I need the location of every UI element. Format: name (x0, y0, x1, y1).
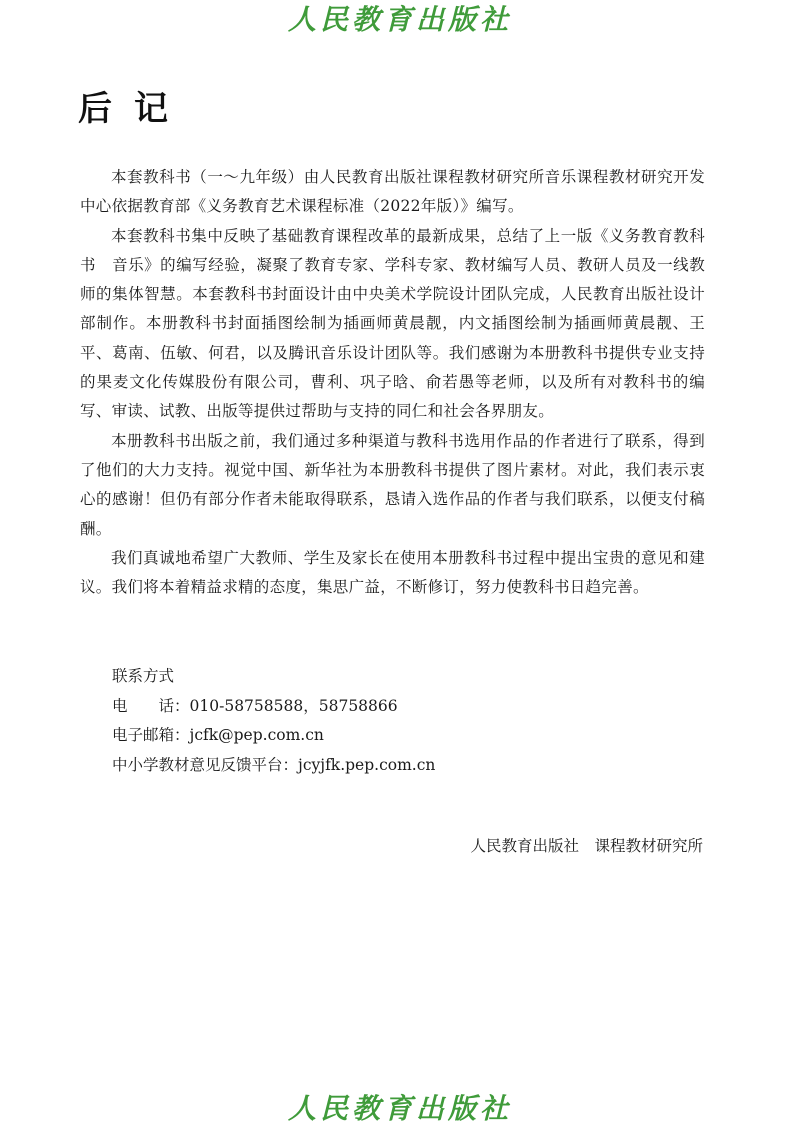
afterword-body (80, 163, 705, 602)
email-link[interactable]: jcfk@pep.com.cn (189, 726, 324, 744)
contact-heading: 联系方式 (112, 667, 175, 685)
publisher-logo-top: 人民教育出版社 (287, 3, 512, 36)
contact-email (112, 721, 435, 751)
feedback-label: 中小学教材意见反馈平台： (112, 755, 299, 774)
paragraph-1: 本套教科书（一～九年级）由人民教育出版社课程教材研究所音乐课程教材研究开发中心依据教育部《义务教育艺术课程标准（2022年版）》编写。 (80, 168, 705, 216)
publisher-logo-bottom: 人民教育出版社 (287, 1092, 512, 1125)
phone-value: 010-58758588，58758866 (189, 696, 398, 715)
contact-phone (112, 692, 435, 722)
feedback-link[interactable]: jcyjfk.pep.com.cn (298, 755, 436, 774)
paragraph-2: 本套教科书集中反映了基础教育课程改革的最新成果，总结了上一版《义务教育教科书 音乐》的编写经验，凝聚了教育专家、学科专家、教材编写人员、教研人员及一线教师的集体智慧。本套教科书封面设计由中央美术学院设计团队完成，人民教育出版社设计部制作。本册教科书封面插图绘制为插画师黄晨靓，内文插图绘制为插画师黄晨靓、王平、葛南、伍敏、何君，以及腾讯音乐设计团队等。我们感谢为本册教科书提供专业支持的果麦文化传媒股份有限公司，曹利、巩子晗、俞若愚等老师，以及所有对教科书的编写、审读、试教、出版等提供过帮助与支持的同仁和社会各界朋友。 (80, 226, 705, 421)
page-title: 后记 (78, 89, 190, 129)
contact-feedback (112, 751, 435, 781)
paragraph-3: 本册教科书出版之前，我们通过多种渠道与教科书选用作品的作者进行了联系，得到了他们的大力支持。视觉中国、新华社为本册教科书提供了图片素材。对此，我们表示衷心的感谢！但仍有部分作者未能取得联系，恳请入选作品的作者与我们联系，以便支付稿酬。 (80, 431, 705, 538)
paragraph-4: 我们真诚地希望广大教师、学生及家长在使用本册教科书过程中提出宝贵的意见和建议。我们将本着精益求精的态度，集思广益，不断修订，努力使教科书日趋完善。 (80, 548, 705, 597)
signature: 人民教育出版社 课程教材研究所 (470, 837, 703, 855)
phone-label: 电 话： (112, 696, 190, 715)
email-label: 电子邮箱： (112, 726, 190, 744)
contact-info (112, 662, 435, 780)
